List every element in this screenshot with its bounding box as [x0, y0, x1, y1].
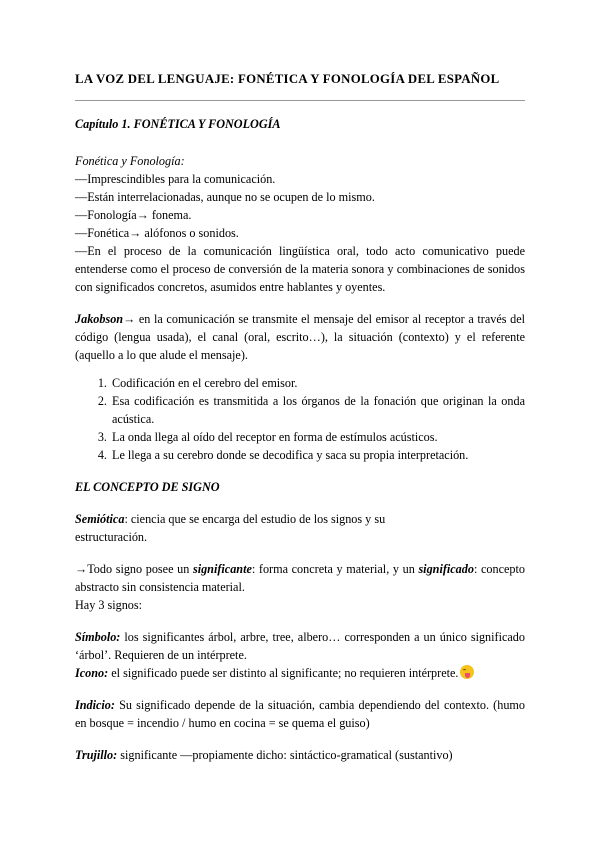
indicio-text: Su significado depende de la situación, cambia dependiendo del contexto. (humo en bosque = incendio / humo en cocina = se quema el guiso)	[75, 698, 525, 730]
list-item: 4. Le llega a su cerebro donde se decodifica y saca su propia interpretación.	[110, 446, 525, 464]
icono-paragraph	[75, 664, 525, 682]
section-heading: EL CONCEPTO DE SIGNO	[75, 480, 220, 494]
icono-text: el significado puede ser distinto al significante; no requieren intérprete.	[108, 666, 459, 680]
communication-steps-list	[75, 374, 525, 464]
intro-line: —Imprescindibles para la comunicación.	[75, 172, 276, 186]
signo-prefix: →Todo signo posee un	[75, 562, 193, 576]
list-item: 1. Codificación en el cerebro del emisor.	[110, 374, 525, 392]
semiotica-paragraph	[75, 510, 415, 546]
jakobson-term: Jakobson	[75, 312, 124, 326]
significante-term: significante	[192, 562, 252, 576]
signs-count-line: Hay 3 signos:	[75, 598, 143, 612]
jakobson-text: → en la comunicación se transmite el mensaje del emisor al receptor a través del código (lengua usada), el canal (oral, escrito…), la situación (contexto) y el referente (aquello a lo que alude el mensaje).	[75, 312, 525, 362]
list-item: 3. La onda llega al oído del receptor en forma de estímulos acústicos.	[110, 428, 525, 446]
intro-line: —Están interrelacionadas, aunque no se ocupen de lo mismo.	[75, 190, 375, 204]
trujillo-text: significante —propiamente dicho: sintáctico-gramatical (sustantivo)	[117, 748, 453, 762]
document-title: LA VOZ DEL LENGUAJE: FONÉTICA Y FONOLOGÍA DEL ESPAÑOL	[75, 72, 500, 86]
intro-paragraph: —En el proceso de la comunicación lingüística oral, todo acto comunicativo puede entenderse como el proceso de conversión de la materia sonora y combinaciones de sonidos con significados concretos, asumidos entre hablantes y oyentes.	[75, 244, 525, 294]
signo-suffix: : concepto abstracto sin consistencia material.	[75, 562, 525, 594]
intro-heading: Fonética y Fonología:	[75, 154, 185, 168]
simbolo-text: los significantes árbol, arbre, tree, albero… corresponden a un único significado ‘árbol’. Requieren de un intérprete.	[75, 630, 525, 662]
list-item: 2. Esa codificación es transmitida a los órganos de la fonación que originan la onda acústica.	[110, 392, 525, 428]
title-divider	[75, 100, 525, 101]
tongue-out-face-icon	[460, 665, 474, 679]
chapter-heading: Capítulo 1. FONÉTICA Y FONOLOGÍA	[75, 117, 281, 131]
indicio-paragraph	[75, 696, 525, 732]
simbolo-term: Símbolo:	[75, 630, 121, 644]
semiotica-text: : ciencia que se encarga del estudio de los signos y su estructuración.	[75, 512, 386, 544]
significado-term: significado	[418, 562, 474, 576]
trujillo-term: Trujillo:	[75, 748, 118, 762]
intro-line: —Fonética→ alófonos o sonidos.	[75, 226, 239, 240]
signo-paragraph	[75, 560, 525, 596]
trujillo-paragraph	[75, 746, 525, 764]
jakobson-paragraph	[75, 310, 525, 364]
simbolo-paragraph	[75, 628, 525, 664]
intro-line: —Fonología→ fonema.	[75, 208, 192, 222]
signo-middle: : forma concreta y material, y un	[251, 562, 419, 576]
semiotica-term: Semiótica	[75, 512, 125, 526]
indicio-term: Indicio:	[75, 698, 115, 712]
icono-term: Icono:	[75, 666, 109, 680]
